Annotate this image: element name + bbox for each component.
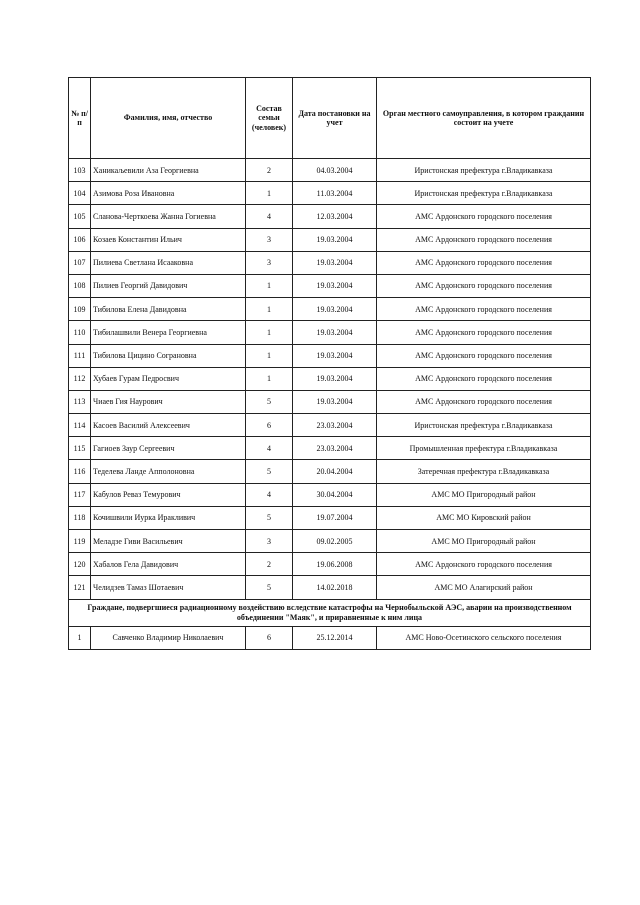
row-full-name: Хабалов Гела Давидович bbox=[91, 553, 246, 576]
table-row bbox=[69, 483, 591, 506]
row-authority: Промышленная префектура г.Владикавказа bbox=[377, 437, 591, 460]
row-full-name: Ханикаљевили Аза Георгиевна bbox=[91, 159, 246, 182]
row-family-size: 4 bbox=[246, 205, 293, 228]
row-authority: АМС Ардонского городского поселения bbox=[377, 205, 591, 228]
row-full-name: Козаев Константин Ильич bbox=[91, 228, 246, 251]
row-authority: АМС МО Кировский район bbox=[377, 506, 591, 529]
row-full-name: Хубаев Гурам Педросвич bbox=[91, 367, 246, 390]
row-number: 111 bbox=[69, 344, 91, 367]
row-number: 106 bbox=[69, 228, 91, 251]
row-full-name: Тибилова Елена Давидовна bbox=[91, 298, 246, 321]
table-row bbox=[69, 390, 591, 413]
row-registration-date: 11.03.2004 bbox=[293, 182, 377, 205]
header-name: Фамилия, имя, отчество bbox=[91, 78, 246, 159]
row-authority: АМС Ардонского городского поселения bbox=[377, 298, 591, 321]
header-num: № п/п bbox=[69, 78, 91, 159]
table-row bbox=[69, 506, 591, 529]
row-number: 105 bbox=[69, 205, 91, 228]
row-authority: Иристонская префектура г.Владикавказа bbox=[377, 159, 591, 182]
row-family-size: 4 bbox=[246, 437, 293, 460]
table-row bbox=[69, 274, 591, 297]
row-full-name: Теделева Ланде Апполоновна bbox=[91, 460, 246, 483]
row-authority: АМС Ардонского городского поселения bbox=[377, 228, 591, 251]
table-body bbox=[69, 159, 591, 650]
row-registration-date: 19.03.2004 bbox=[293, 367, 377, 390]
row-authority: АМС Ардонского городского поселения bbox=[377, 344, 591, 367]
row-full-name: Пилиев Георгий Давидович bbox=[91, 274, 246, 297]
row-registration-date: 19.03.2004 bbox=[293, 344, 377, 367]
row-registration-date: 19.06.2008 bbox=[293, 553, 377, 576]
row-number: 1 bbox=[69, 626, 91, 649]
row-full-name: Азимова Роза Ивановна bbox=[91, 182, 246, 205]
row-number: 117 bbox=[69, 483, 91, 506]
table-row bbox=[69, 159, 591, 182]
row-authority: АМС Ардонского городского поселения bbox=[377, 321, 591, 344]
row-registration-date: 30.04.2004 bbox=[293, 483, 377, 506]
table-row bbox=[69, 344, 591, 367]
row-authority: АМС Ардонского городского поселения bbox=[377, 367, 591, 390]
row-authority: Затеречная префектура г.Владикавказа bbox=[377, 460, 591, 483]
row-full-name: Челидзев Тамаз Шотаевич bbox=[91, 576, 246, 599]
row-authority: АМС Ардонского городского поселения bbox=[377, 390, 591, 413]
row-number: 115 bbox=[69, 437, 91, 460]
row-family-size: 5 bbox=[246, 576, 293, 599]
row-number: 113 bbox=[69, 390, 91, 413]
row-family-size: 1 bbox=[246, 182, 293, 205]
row-full-name: Савченко Владимир Николаевич bbox=[91, 626, 246, 649]
row-full-name: Чиаев Гия Наурович bbox=[91, 390, 246, 413]
row-registration-date: 19.03.2004 bbox=[293, 274, 377, 297]
row-number: 103 bbox=[69, 159, 91, 182]
row-registration-date: 23.03.2004 bbox=[293, 437, 377, 460]
row-authority: Иристонская префектура г.Владикавказа bbox=[377, 182, 591, 205]
row-family-size: 5 bbox=[246, 460, 293, 483]
row-full-name: Кочишвили Иурка Иракливич bbox=[91, 506, 246, 529]
section-header-row bbox=[69, 599, 591, 626]
row-number: 107 bbox=[69, 251, 91, 274]
row-full-name: Кабулов Реваз Темурович bbox=[91, 483, 246, 506]
row-number: 104 bbox=[69, 182, 91, 205]
row-registration-date: 14.02.2018 bbox=[293, 576, 377, 599]
table-row bbox=[69, 182, 591, 205]
row-full-name: Касоев Василий Алексеевич bbox=[91, 414, 246, 437]
row-number: 108 bbox=[69, 274, 91, 297]
row-family-size: 6 bbox=[246, 626, 293, 649]
section-title: Граждане, подвергшиеся радиационному воздействию вследствие катастрофы на Чернобыльской АЭС, аварии на производственном объединении "Маяк", и приравненные к ним лица bbox=[69, 599, 591, 626]
row-registration-date: 12.03.2004 bbox=[293, 205, 377, 228]
row-number: 110 bbox=[69, 321, 91, 344]
row-number: 118 bbox=[69, 506, 91, 529]
table-row bbox=[69, 576, 591, 599]
row-family-size: 5 bbox=[246, 390, 293, 413]
row-registration-date: 19.03.2004 bbox=[293, 298, 377, 321]
row-full-name: Гагиоев Заур Сергеевич bbox=[91, 437, 246, 460]
registry-table bbox=[68, 77, 591, 650]
row-number: 119 bbox=[69, 530, 91, 553]
row-authority: АМС Ново-Осетинского сельского поселения bbox=[377, 626, 591, 649]
row-family-size: 6 bbox=[246, 414, 293, 437]
table-row bbox=[69, 367, 591, 390]
table-row bbox=[69, 251, 591, 274]
row-authority: Иристонская префектура г.Владикавказа bbox=[377, 414, 591, 437]
row-number: 120 bbox=[69, 553, 91, 576]
row-authority: АМС МО Алагирский район bbox=[377, 576, 591, 599]
table-row bbox=[69, 205, 591, 228]
row-registration-date: 19.03.2004 bbox=[293, 251, 377, 274]
row-family-size: 2 bbox=[246, 553, 293, 576]
row-authority: АМС Ардонского городского поселения bbox=[377, 553, 591, 576]
row-family-size: 2 bbox=[246, 159, 293, 182]
header-family: Состав семьи (человек) bbox=[246, 78, 293, 159]
row-number: 114 bbox=[69, 414, 91, 437]
row-full-name: Тибилова Цицино Сограновна bbox=[91, 344, 246, 367]
row-family-size: 1 bbox=[246, 344, 293, 367]
row-family-size: 1 bbox=[246, 298, 293, 321]
row-authority: АМС Ардонского городского поселения bbox=[377, 274, 591, 297]
row-authority: АМС Ардонского городского поселения bbox=[377, 251, 591, 274]
row-registration-date: 23.03.2004 bbox=[293, 414, 377, 437]
row-full-name: Сланова-Черткоева Жанна Гогиевна bbox=[91, 205, 246, 228]
row-registration-date: 19.07.2004 bbox=[293, 506, 377, 529]
row-registration-date: 19.03.2004 bbox=[293, 390, 377, 413]
row-family-size: 3 bbox=[246, 228, 293, 251]
row-full-name: Тибилашвили Венера Георгиевна bbox=[91, 321, 246, 344]
row-registration-date: 20.04.2004 bbox=[293, 460, 377, 483]
row-registration-date: 09.02.2005 bbox=[293, 530, 377, 553]
row-full-name: Меладзе Гиви Васильевич bbox=[91, 530, 246, 553]
row-family-size: 5 bbox=[246, 506, 293, 529]
table-row bbox=[69, 553, 591, 576]
row-family-size: 1 bbox=[246, 321, 293, 344]
row-registration-date: 04.03.2004 bbox=[293, 159, 377, 182]
row-registration-date: 19.03.2004 bbox=[293, 228, 377, 251]
table-header-row bbox=[69, 78, 591, 159]
row-family-size: 1 bbox=[246, 367, 293, 390]
row-family-size: 3 bbox=[246, 530, 293, 553]
row-authority: АМС МО Пригородный район bbox=[377, 530, 591, 553]
row-number: 116 bbox=[69, 460, 91, 483]
table-row bbox=[69, 414, 591, 437]
row-number: 112 bbox=[69, 367, 91, 390]
table-row bbox=[69, 460, 591, 483]
header-date: Дата постановки на учет bbox=[293, 78, 377, 159]
table-row bbox=[69, 321, 591, 344]
table-row bbox=[69, 437, 591, 460]
row-family-size: 3 bbox=[246, 251, 293, 274]
row-authority: АМС МО Пригородный район bbox=[377, 483, 591, 506]
row-registration-date: 19.03.2004 bbox=[293, 321, 377, 344]
row-number: 121 bbox=[69, 576, 91, 599]
row-full-name: Пилиева Светлана Исааковна bbox=[91, 251, 246, 274]
row-family-size: 4 bbox=[246, 483, 293, 506]
table-row bbox=[69, 530, 591, 553]
header-org: Орган местного самоуправления, в котором гражданин состоит на учете bbox=[377, 78, 591, 159]
table-row bbox=[69, 298, 591, 321]
row-number: 109 bbox=[69, 298, 91, 321]
row-family-size: 1 bbox=[246, 274, 293, 297]
table-row bbox=[69, 626, 591, 649]
table-row bbox=[69, 228, 591, 251]
row-registration-date: 25.12.2014 bbox=[293, 626, 377, 649]
